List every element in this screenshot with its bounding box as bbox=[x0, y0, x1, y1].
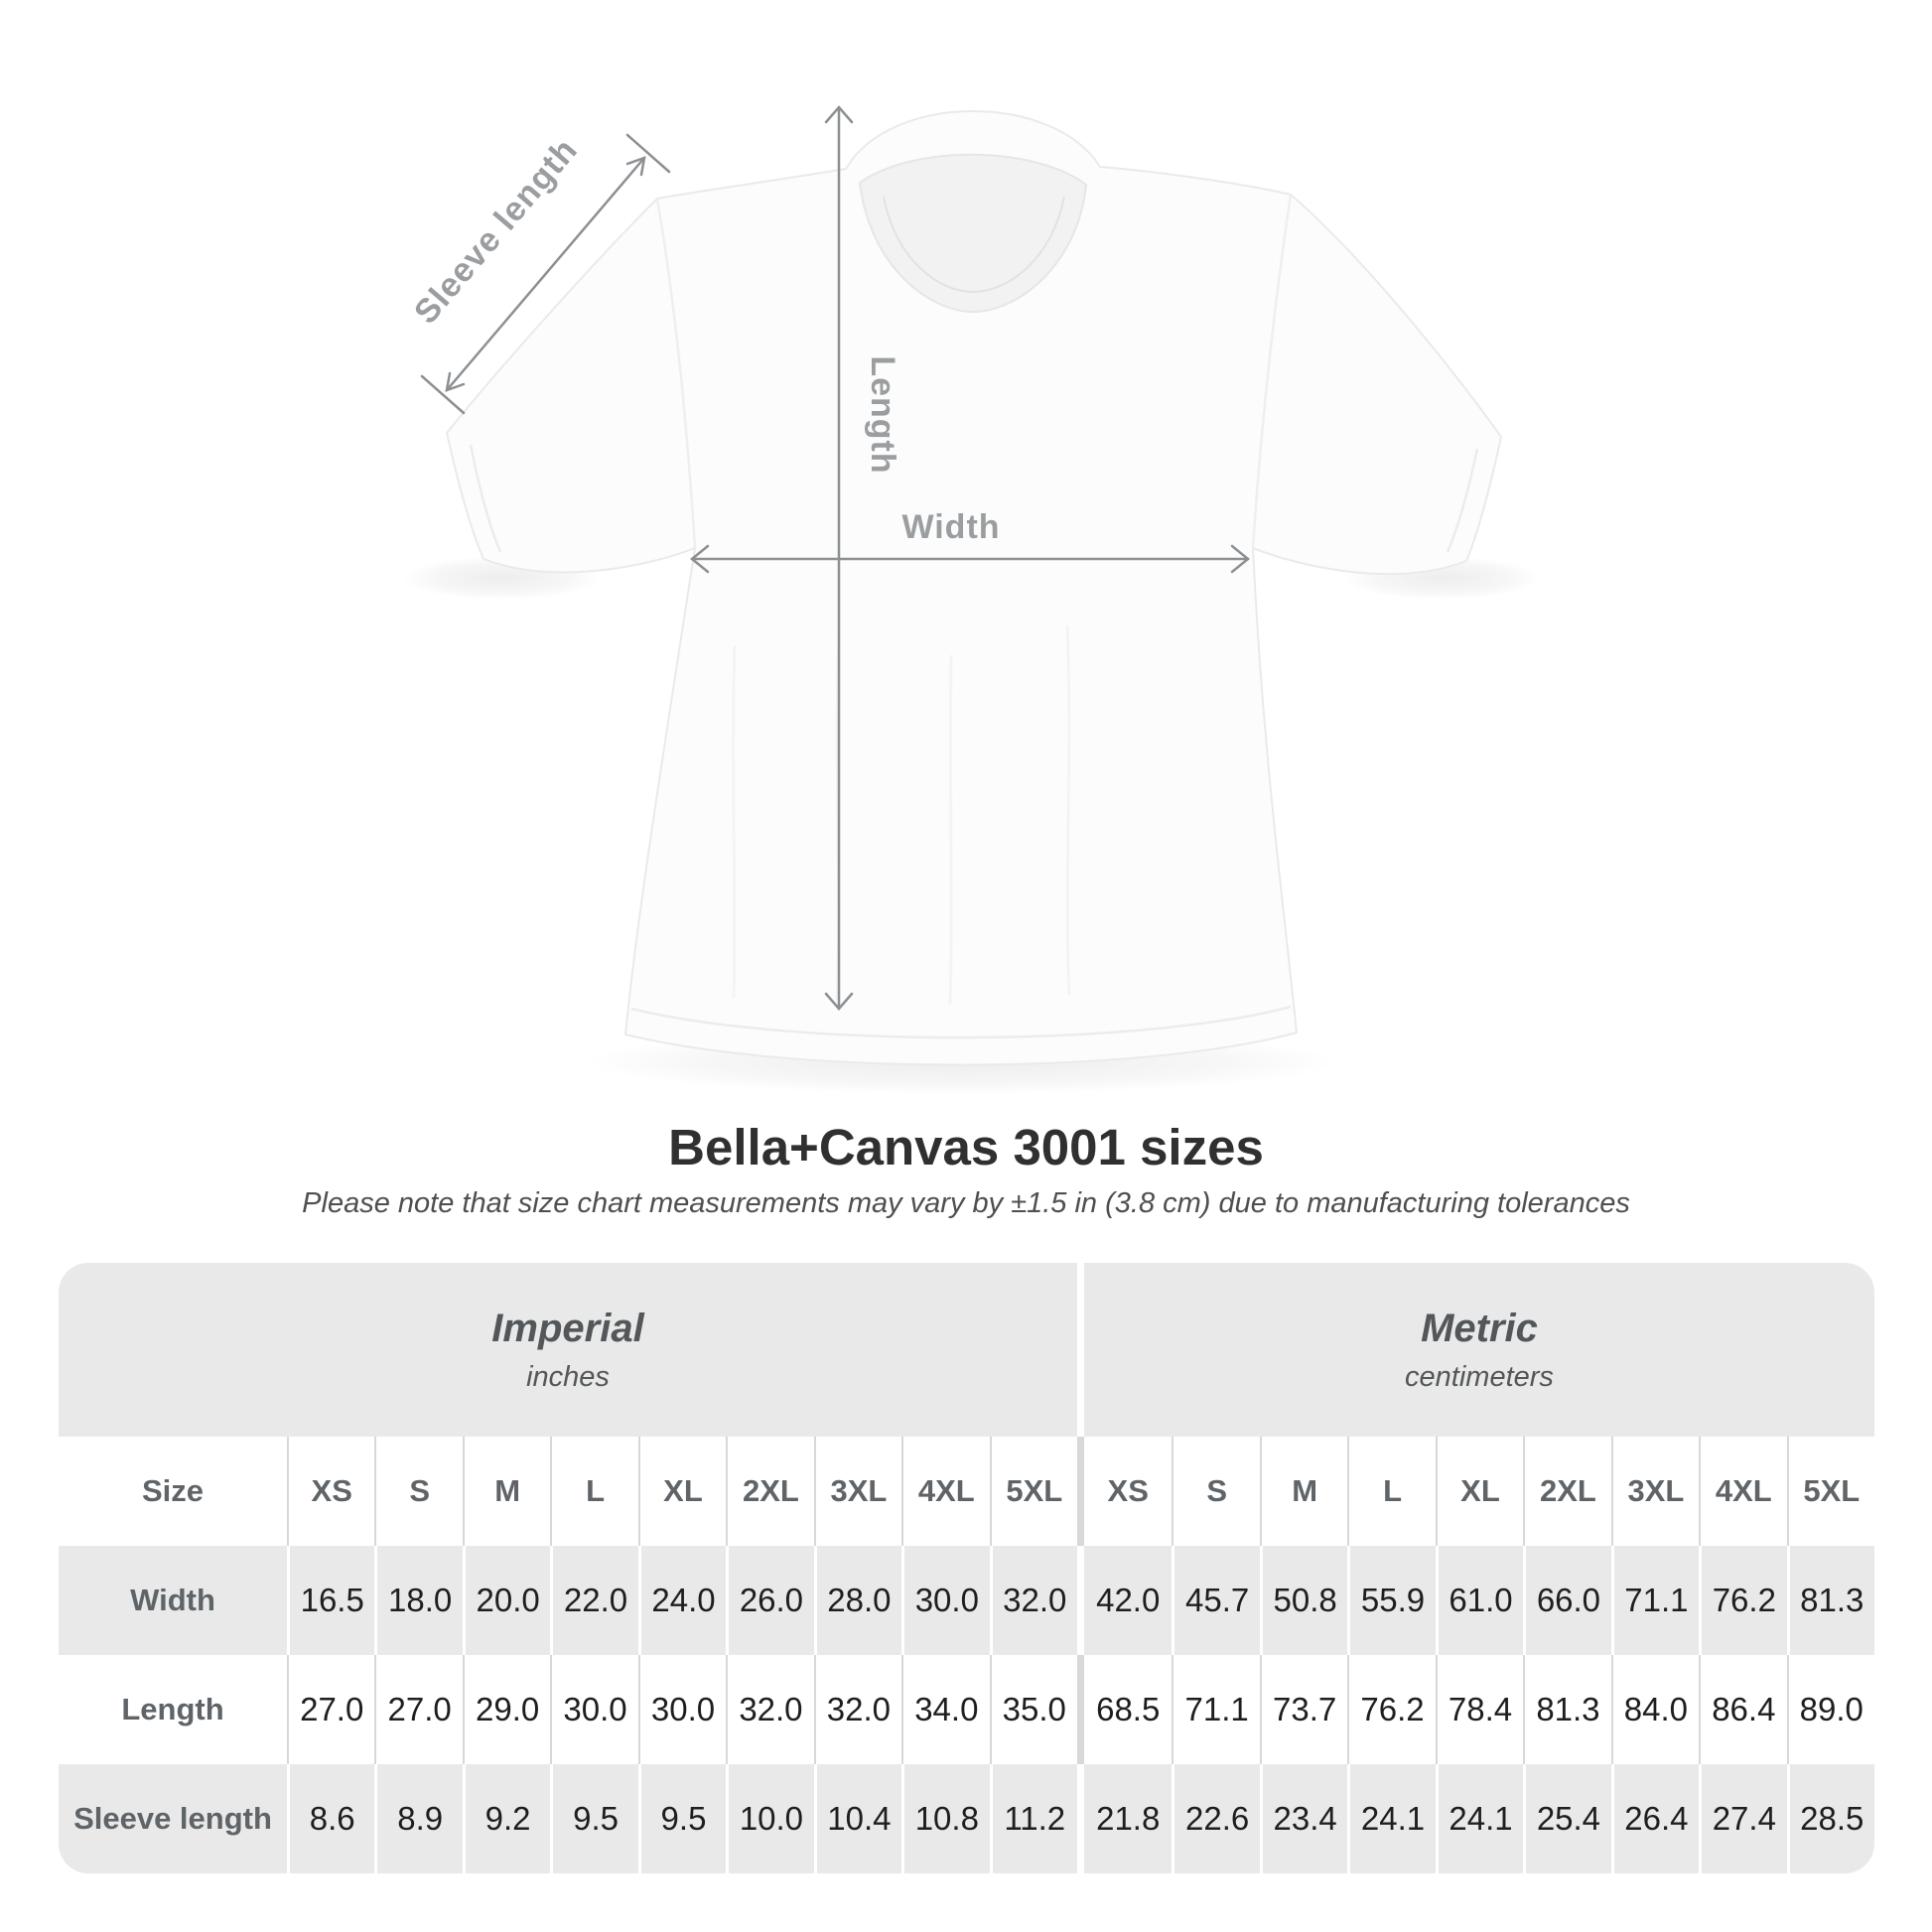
measurement-cell: 28.5 bbox=[1787, 1764, 1874, 1873]
size-header-cell: L bbox=[550, 1437, 637, 1546]
measurement-cell: 8.6 bbox=[287, 1764, 374, 1873]
measurement-cell: 9.5 bbox=[638, 1764, 726, 1873]
metric-header bbox=[1084, 1263, 1874, 1437]
measurement-cell: 32.0 bbox=[990, 1546, 1077, 1655]
size-header-cell: 5XL bbox=[1787, 1437, 1874, 1546]
measurement-cell: 9.2 bbox=[463, 1764, 550, 1873]
measurement-cell: 45.7 bbox=[1172, 1546, 1259, 1655]
sleeve-length-label: Sleeve length bbox=[406, 131, 586, 332]
measurement-cell: 10.8 bbox=[901, 1764, 989, 1873]
measurement-cell: 84.0 bbox=[1611, 1655, 1699, 1764]
measurement-cell: 22.6 bbox=[1172, 1764, 1259, 1873]
measurement-cell: 21.8 bbox=[1084, 1764, 1172, 1873]
size-header-cell: XL bbox=[1436, 1437, 1523, 1546]
measurement-cell: 10.0 bbox=[726, 1764, 813, 1873]
imperial-header-unit: inches bbox=[526, 1360, 610, 1393]
size-header-cell: M bbox=[463, 1437, 550, 1546]
row-label: Sleeve length bbox=[59, 1764, 287, 1873]
size-header-cell: XL bbox=[638, 1437, 726, 1546]
size-header-cell: 3XL bbox=[814, 1437, 901, 1546]
measurement-cell: 71.1 bbox=[1611, 1546, 1699, 1655]
measurement-cell: 18.0 bbox=[374, 1546, 462, 1655]
measurement-cell: 16.5 bbox=[287, 1546, 374, 1655]
measurement-cell: 32.0 bbox=[814, 1655, 901, 1764]
row-label: Width bbox=[59, 1546, 287, 1655]
section-divider bbox=[1077, 1546, 1084, 1655]
size-column-header: Size bbox=[59, 1437, 287, 1546]
measurement-cell: 23.4 bbox=[1260, 1764, 1347, 1873]
size-header-cell: 4XL bbox=[1699, 1437, 1786, 1546]
imperial-header bbox=[59, 1263, 1077, 1437]
metric-header-unit: centimeters bbox=[1405, 1360, 1554, 1393]
measurement-cell: 81.3 bbox=[1523, 1655, 1610, 1764]
size-table bbox=[59, 1263, 1874, 1873]
measurement-cell: 11.2 bbox=[990, 1764, 1077, 1873]
size-header-cell: 5XL bbox=[990, 1437, 1077, 1546]
measurement-cell: 8.9 bbox=[374, 1764, 462, 1873]
size-header-cell: M bbox=[1260, 1437, 1347, 1546]
size-header-cell: XS bbox=[1084, 1437, 1172, 1546]
metric-header-name: Metric bbox=[1421, 1306, 1538, 1350]
size-header-cell: S bbox=[374, 1437, 462, 1546]
measurement-cell: 61.0 bbox=[1436, 1546, 1523, 1655]
measurement-cell: 26.4 bbox=[1611, 1764, 1699, 1873]
measurement-cell: 24.1 bbox=[1436, 1764, 1523, 1873]
measurement-cell: 9.5 bbox=[550, 1764, 637, 1873]
page-title: Bella+Canvas 3001 sizes bbox=[668, 1119, 1264, 1175]
measurement-cell: 25.4 bbox=[1523, 1764, 1610, 1873]
tolerance-note: Please note that size chart measurements may vary by ±1.5 in (3.8 cm) due to manufacturing tolerances bbox=[302, 1187, 1630, 1219]
measurement-cell: 30.0 bbox=[901, 1546, 989, 1655]
size-header-cell: XS bbox=[287, 1437, 374, 1546]
measurement-cell: 76.2 bbox=[1699, 1546, 1786, 1655]
measurement-cell: 35.0 bbox=[990, 1655, 1077, 1764]
measurement-cell: 24.1 bbox=[1347, 1764, 1435, 1873]
width-label: Width bbox=[901, 508, 1001, 546]
section-divider bbox=[1077, 1263, 1084, 1437]
size-header-cell: 2XL bbox=[726, 1437, 813, 1546]
size-header-cell: 3XL bbox=[1611, 1437, 1699, 1546]
measurement-cell: 28.0 bbox=[814, 1546, 901, 1655]
measurement-cell: 27.4 bbox=[1699, 1764, 1786, 1873]
measurement-cell: 10.4 bbox=[814, 1764, 901, 1873]
size-header-cell: 4XL bbox=[901, 1437, 989, 1546]
measurement-cell: 22.0 bbox=[550, 1546, 637, 1655]
imperial-header-name: Imperial bbox=[491, 1306, 644, 1350]
measurement-cell: 24.0 bbox=[638, 1546, 726, 1655]
measurement-cell: 89.0 bbox=[1787, 1655, 1874, 1764]
row-label: Length bbox=[59, 1655, 287, 1764]
measurement-cell: 81.3 bbox=[1787, 1546, 1874, 1655]
measurement-cell: 78.4 bbox=[1436, 1655, 1523, 1764]
measurement-cell: 55.9 bbox=[1347, 1546, 1435, 1655]
measurement-cell: 20.0 bbox=[463, 1546, 550, 1655]
title-block bbox=[0, 1120, 1932, 1220]
section-divider bbox=[1077, 1764, 1084, 1873]
measurement-cell: 50.8 bbox=[1260, 1546, 1347, 1655]
measurement-cell: 32.0 bbox=[726, 1655, 813, 1764]
measurement-cell: 76.2 bbox=[1347, 1655, 1435, 1764]
measurement-cell: 86.4 bbox=[1699, 1655, 1786, 1764]
section-divider bbox=[1077, 1655, 1084, 1764]
measurement-cell: 26.0 bbox=[726, 1546, 813, 1655]
measurement-cell: 29.0 bbox=[463, 1655, 550, 1764]
measurement-cell: 42.0 bbox=[1084, 1546, 1172, 1655]
measurement-cell: 73.7 bbox=[1260, 1655, 1347, 1764]
measurement-cell: 68.5 bbox=[1084, 1655, 1172, 1764]
size-header-cell: L bbox=[1347, 1437, 1435, 1546]
length-label: Length bbox=[864, 355, 901, 475]
measurement-cell: 27.0 bbox=[374, 1655, 462, 1764]
size-header-cell: 2XL bbox=[1523, 1437, 1610, 1546]
measurement-cell: 66.0 bbox=[1523, 1546, 1610, 1655]
size-header-cell: S bbox=[1172, 1437, 1259, 1546]
measurement-cell: 71.1 bbox=[1172, 1655, 1259, 1764]
measurement-cell: 27.0 bbox=[287, 1655, 374, 1764]
section-divider bbox=[1077, 1437, 1084, 1546]
measurement-cell: 30.0 bbox=[638, 1655, 726, 1764]
measurement-cell: 30.0 bbox=[550, 1655, 637, 1764]
measurement-cell: 34.0 bbox=[901, 1655, 989, 1764]
